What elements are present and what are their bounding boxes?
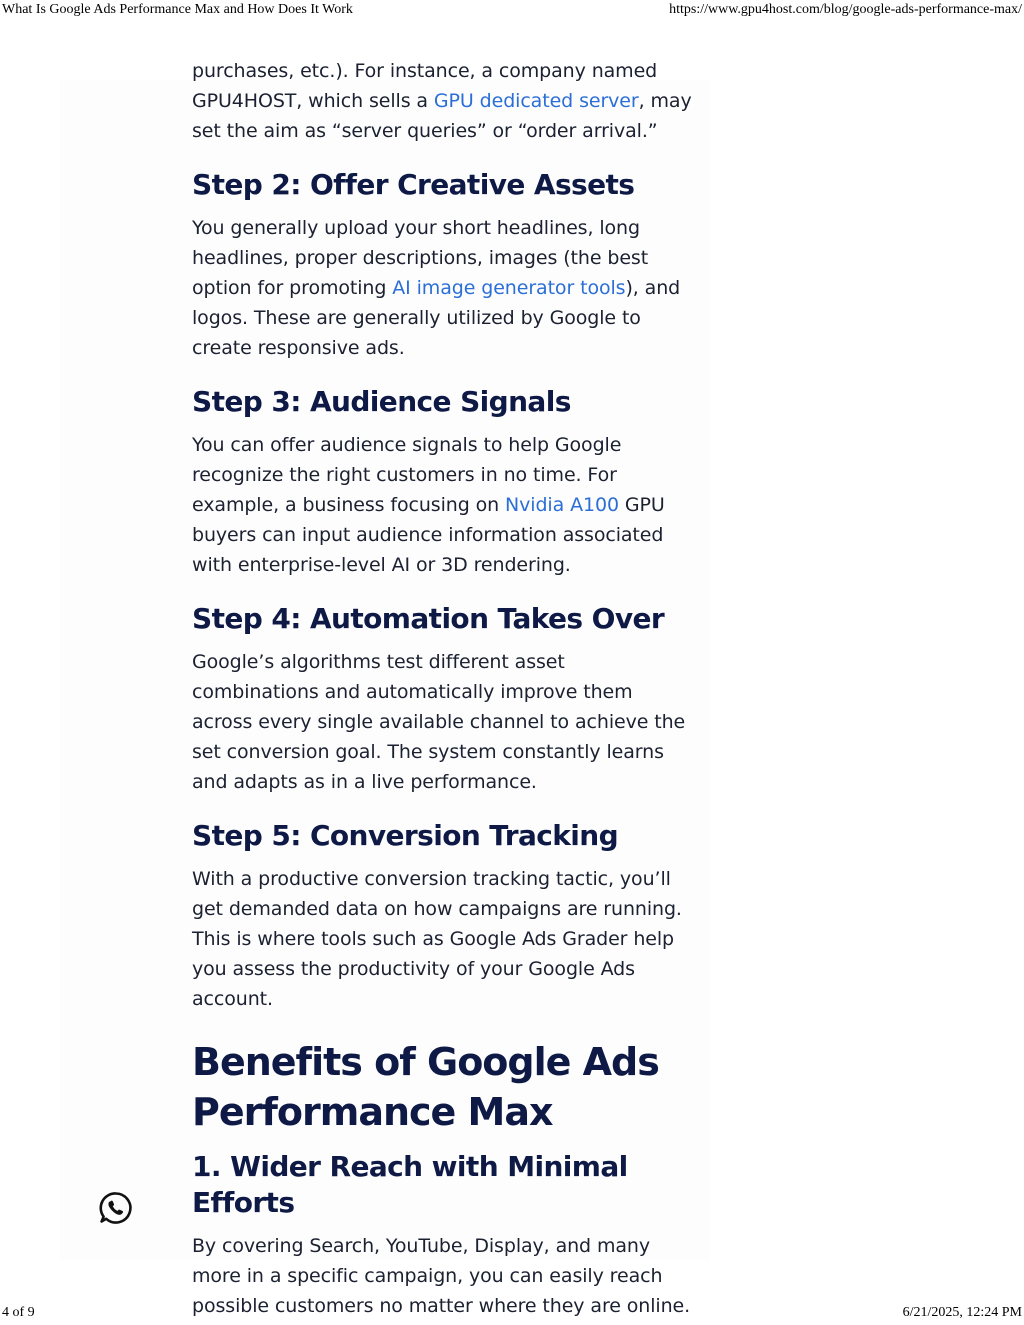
step5-paragraph: With a productive conversion tracking tactic, you’ll get demanded data on how campaigns are running. This is where tools such as Google Ads Grader help you assess the productivity of your Google Ads account. xyxy=(192,867,682,1011)
benefits-heading-line1: Benefits of Google Ads xyxy=(192,1039,659,1084)
benefits-heading xyxy=(192,1037,712,1137)
intro-paragraph xyxy=(192,56,697,147)
print-footer xyxy=(0,1303,1024,1325)
print-page-title: What Is Google Ads Performance Max and How Does It Work xyxy=(2,2,353,17)
benefit1-paragraph: By covering Search, YouTube, Display, and many more in a specific campaign, you can easily reach possible customers no matter where they are online. xyxy=(192,1234,691,1318)
step2-paragraph xyxy=(192,213,704,364)
step3-heading: Step 3: Audience Signals xyxy=(192,384,571,418)
benefit1-heading: 1. Wider Reach with Minimal Efforts xyxy=(192,1149,628,1219)
print-date: 6/21/2025, 12:24 PM xyxy=(902,1305,1022,1320)
ai-image-generator-tools-link[interactable]: AI image generator tools xyxy=(392,277,626,300)
print-header xyxy=(0,0,1024,22)
whatsapp-icon-graphic xyxy=(98,1190,134,1226)
step4-paragraph: Google’s algorithms test different asset combinations and automatically improve them across every single available channel to achieve the set conversion goal. The system constantly learns and adapts as in a live performance. xyxy=(192,650,686,794)
step4-heading: Step 4: Automation Takes Over xyxy=(192,601,665,635)
benefits-heading-line2: Performance Max xyxy=(192,1089,553,1134)
whatsapp-icon[interactable] xyxy=(98,1190,134,1226)
step3-paragraph xyxy=(192,430,704,581)
step3-text-end: GPU buyers can input audience information associated with enterprise-level AI or 3D rendering. xyxy=(192,494,665,577)
step5-heading: Step 5: Conversion Tracking xyxy=(192,818,619,852)
step2-heading: Step 2: Offer Creative Assets xyxy=(192,167,635,201)
intro-text-end: , may set the aim as “server queries” or “order arrival.” xyxy=(192,90,692,143)
article-body xyxy=(192,56,712,1321)
nvidia-a100-link[interactable]: Nvidia A100 xyxy=(505,494,619,517)
page-count: 4 of 9 xyxy=(2,1305,35,1320)
intro-text: purchases, etc.). For instance, a company named GPU4HOST, which sells a xyxy=(192,60,658,113)
gpu-dedicated-server-link[interactable]: GPU dedicated server xyxy=(433,90,639,113)
print-page-url: https://www.gpu4host.com/blog/google-ads-performance-max/ xyxy=(669,2,1022,17)
step2-text: You generally upload your short headlines, long headlines, proper descriptions, images (the best option for promoting xyxy=(192,216,649,300)
step2-text-end: ), and logos. These are generally utilized by Google to create responsive ads. xyxy=(192,277,681,360)
step3-text: You can offer audience signals to help Google recognize the right customers in no time. For example, a business focusing on xyxy=(192,433,622,517)
